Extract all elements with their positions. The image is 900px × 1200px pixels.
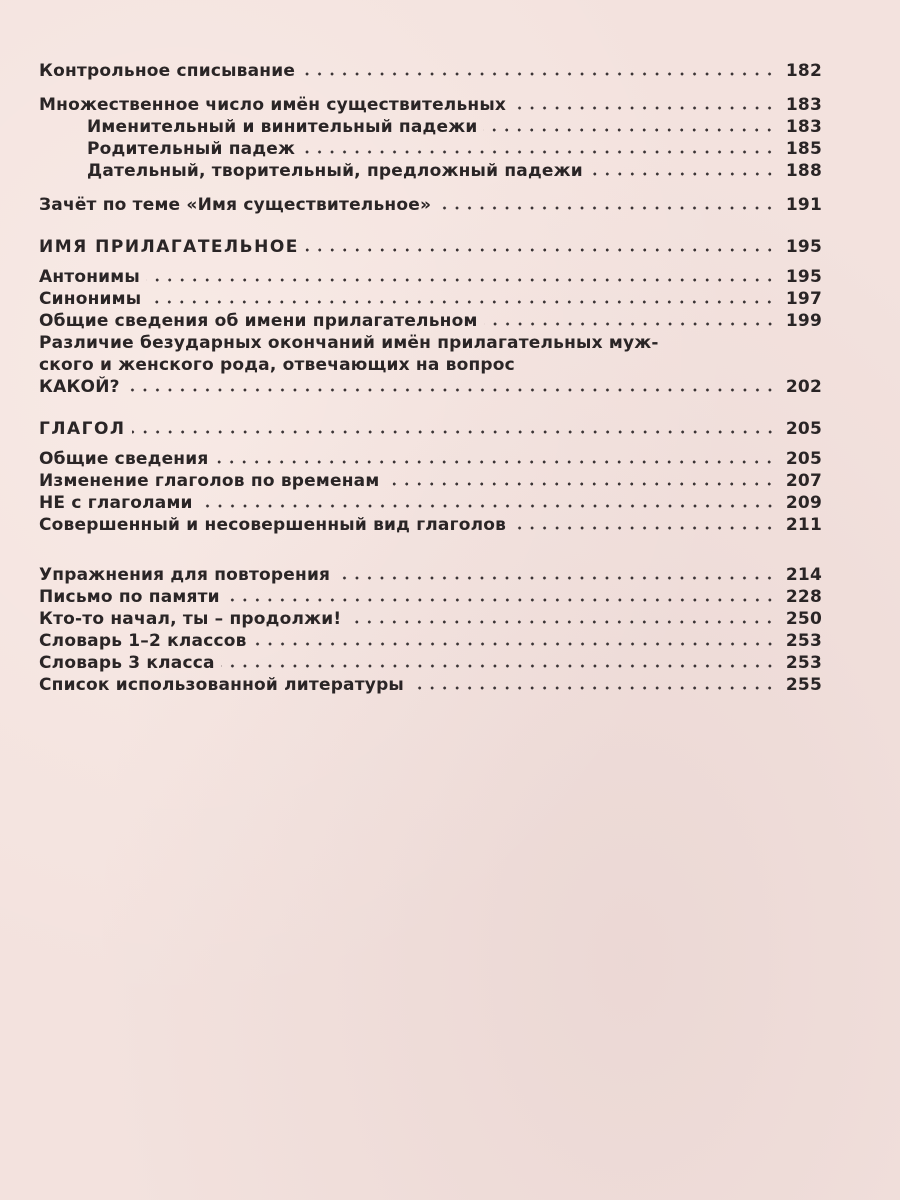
toc-entry-title: Письмо по памяти (39, 587, 220, 607)
toc-entry-page: 209 (785, 493, 822, 513)
toc-entry-page: 250 (785, 609, 822, 629)
toc-entry-title: Родительный падеж (87, 139, 296, 159)
toc-subentry (39, 116, 822, 138)
toc-entry-title: Синонимы (39, 289, 142, 309)
toc-leader-dots (253, 639, 776, 649)
toc-entry-title: Антонимы (39, 267, 140, 287)
toc-leader-dots (484, 319, 776, 329)
toc-leader-dots (305, 245, 776, 255)
toc-leader-dots (221, 661, 776, 671)
toc-section-heading (39, 418, 822, 440)
toc-leader-dots (126, 385, 776, 395)
toc-entry-page: 202 (785, 377, 822, 397)
toc-entry-title: Кто-то начал, ты – продолжи! (39, 609, 342, 629)
toc-entry-page: 253 (785, 631, 822, 651)
toc-entry-page: 214 (785, 565, 822, 585)
toc-entry-title: Общие сведения (39, 449, 209, 469)
toc-entry (39, 630, 822, 652)
toc-entry-title: Совершенный и несовершенный вид глаголов (39, 515, 507, 535)
toc-entry-last-line (39, 376, 822, 398)
toc-leader-dots (512, 523, 776, 533)
toc-entry (39, 310, 822, 332)
toc-entry-title: Зачёт по теме «Имя существительное» (39, 195, 432, 215)
toc-entry-title: Дательный, творительный, предложный падежи (87, 161, 583, 181)
toc-entry-page: 207 (785, 471, 822, 491)
toc-section-title: ИМЯ ПРИЛАГАТЕЛЬНОЕ (39, 237, 299, 257)
toc-leader-dots (336, 573, 776, 583)
toc-leader-dots (147, 297, 776, 307)
toc-entry-page: 197 (785, 289, 822, 309)
toc-entry-title: Словарь 1–2 классов (39, 631, 247, 651)
toc-entry-line: ского и женского рода, отвечающих на вопрос (39, 355, 515, 375)
toc-leader-dots (385, 479, 775, 489)
toc-entry (39, 652, 822, 674)
toc-entry-title: Общие сведения об имени прилагательном (39, 311, 478, 331)
toc-leader-dots (146, 275, 776, 285)
toc-entry (39, 194, 822, 216)
table-of-contents (39, 60, 822, 696)
toc-entry (39, 448, 822, 470)
toc-entry-page: 205 (785, 449, 822, 469)
toc-entry-title: Словарь 3 класса (39, 653, 215, 673)
toc-entry (39, 608, 822, 630)
toc-leader-dots (214, 457, 775, 467)
toc-leader-dots (410, 683, 776, 693)
toc-entry-page: 205 (785, 419, 822, 439)
toc-entry (39, 674, 822, 696)
toc-leader-dots (483, 125, 775, 135)
toc-entry-page: 183 (785, 117, 822, 137)
toc-entry (39, 514, 822, 536)
toc-entry (39, 94, 822, 116)
toc-entry-page: 182 (785, 61, 822, 81)
toc-entry (39, 266, 822, 288)
toc-entry-page: 183 (785, 95, 822, 115)
toc-entry-title: Именительный и винительный падежи (87, 117, 478, 137)
toc-leader-dots (512, 103, 776, 113)
toc-leader-dots (226, 595, 776, 605)
toc-multiline-entry (39, 332, 822, 398)
toc-entry-page: 185 (785, 139, 822, 159)
toc-entry-title: КАКОЙ? (39, 377, 120, 397)
toc-entry (39, 586, 822, 608)
toc-section-title: ГЛАГОЛ (39, 419, 126, 439)
toc-entry-page: 253 (785, 653, 822, 673)
toc-leader-dots (199, 501, 776, 511)
toc-entry-page: 195 (785, 267, 822, 287)
toc-entry (39, 470, 822, 492)
toc-entry-page: 211 (785, 515, 822, 535)
toc-leader-dots (301, 69, 776, 79)
toc-subentry (39, 160, 822, 182)
toc-subentry (39, 138, 822, 160)
toc-entry-line: Различие безударных окончаний имён прилагательных муж- (39, 333, 659, 353)
toc-leader-dots (132, 427, 776, 437)
toc-entry-title: Контрольное списывание (39, 61, 296, 81)
toc-entry-title: НЕ с глаголами (39, 493, 193, 513)
toc-entry-title: Упражнения для повторения (39, 565, 331, 585)
toc-entry-page: 228 (785, 587, 822, 607)
toc-entry (39, 288, 822, 310)
toc-entry (39, 564, 822, 586)
toc-entry-page: 199 (785, 311, 822, 331)
toc-entry-page: 188 (785, 161, 822, 181)
toc-entry-page: 191 (785, 195, 822, 215)
toc-section-heading (39, 236, 822, 258)
toc-entry-page: 255 (785, 675, 822, 695)
toc-entry-title: Множественное число имён существительных (39, 95, 507, 115)
toc-entry (39, 60, 822, 82)
toc-entry-title: Изменение глаголов по временам (39, 471, 380, 491)
toc-entry-page: 195 (785, 237, 822, 257)
toc-leader-dots (347, 617, 776, 627)
toc-leader-dots (589, 169, 776, 179)
toc-entry (39, 492, 822, 514)
toc-leader-dots (437, 203, 776, 213)
toc-entry-title: Список использованной литературы (39, 675, 405, 695)
toc-leader-dots (301, 147, 776, 157)
